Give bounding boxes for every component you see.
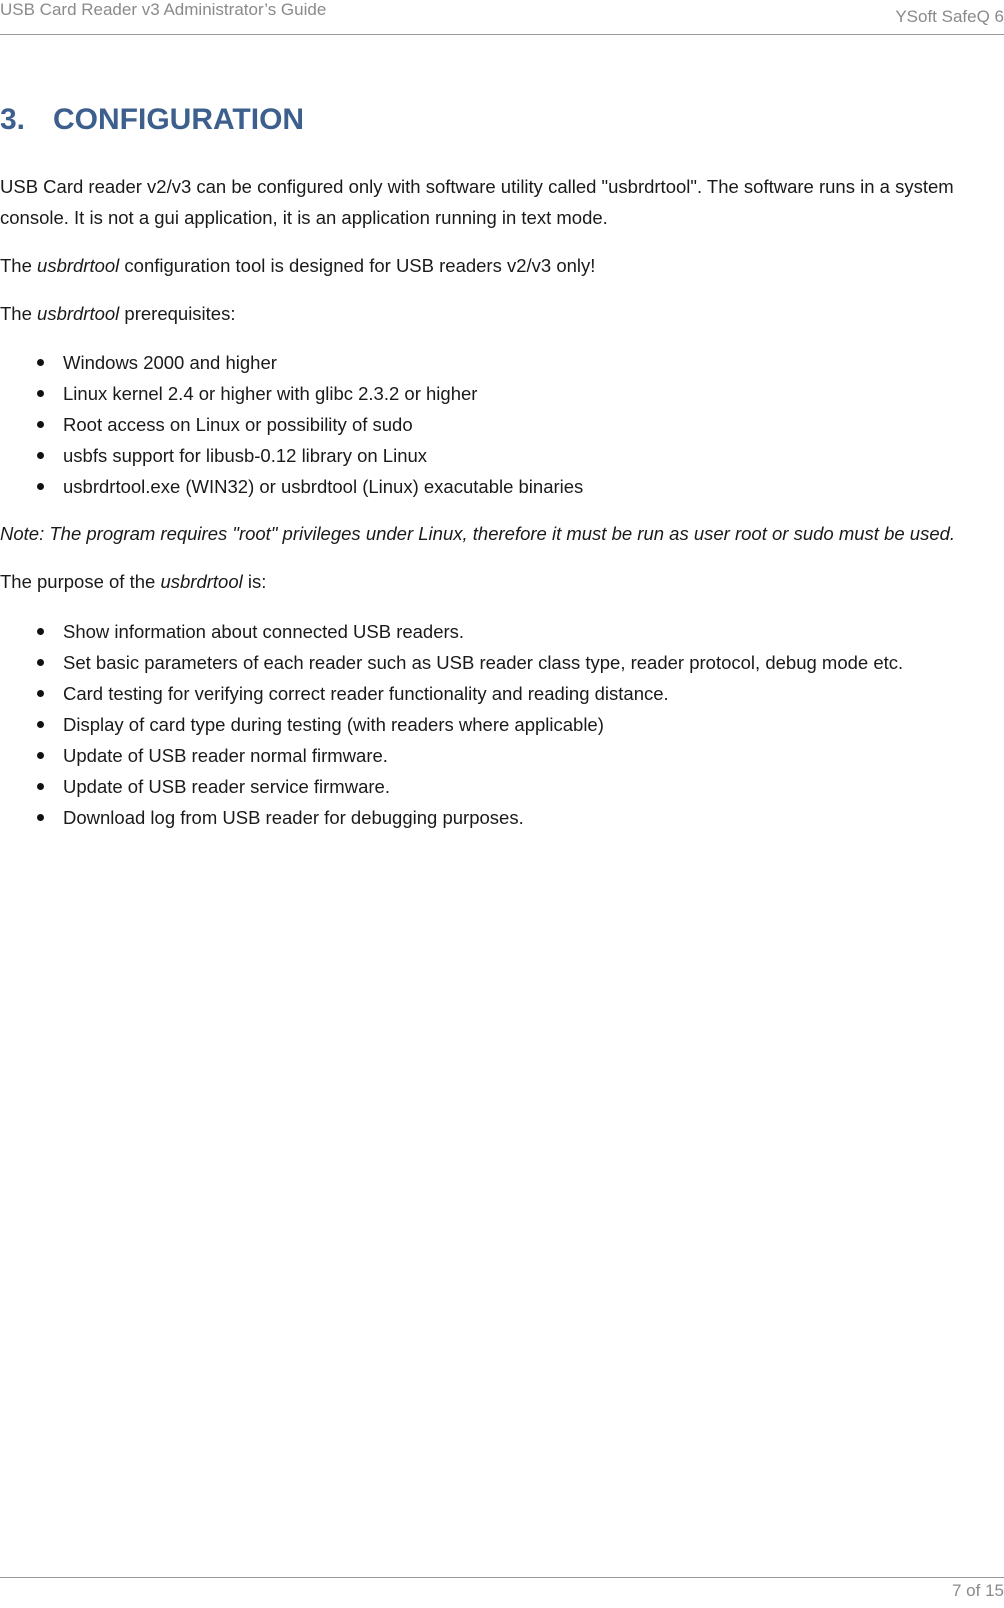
purpose-intro-paragraph — [0, 566, 1000, 597]
intro-paragraph: USB Card reader v2/v3 can be configured only with software utility called "usbrdrtool". The software runs in a system console. It is not a gui application, it is an application running in text mode. — [0, 176, 954, 228]
page-content — [0, 96, 1000, 848]
prereq-intro-suffix: prerequisites: — [119, 303, 236, 324]
bullet-icon — [37, 814, 44, 821]
list-item — [0, 771, 1000, 802]
list-item-text: Windows 2000 and higher — [63, 352, 277, 373]
list-item-text: usbfs support for libusb-0.12 library on Linux — [63, 445, 428, 466]
list-item-text: Update of USB reader service firmware. — [63, 776, 390, 797]
section-heading — [0, 96, 1000, 144]
tool-name: usbrdrtool — [160, 571, 243, 592]
list-item-text: Update of USB reader normal firmware. — [63, 745, 388, 766]
bullet-icon — [37, 628, 44, 635]
design-note-prefix: The — [0, 255, 38, 276]
list-item — [0, 647, 1000, 678]
prereq-intro-paragraph — [0, 298, 1000, 329]
note-paragraph: Note: The program requires "root" privileges under Linux, therefore it must be run as user root or sudo must be used. — [0, 523, 956, 544]
list-item — [0, 616, 1000, 647]
list-item-text: Root access on Linux or possibility of sudo — [63, 414, 413, 435]
section-title: CONFIGURATION — [53, 103, 305, 136]
list-item — [0, 409, 1000, 440]
tool-name: usbrdrtool — [37, 255, 120, 276]
bullet-icon — [37, 359, 44, 366]
prereq-intro-prefix: The — [0, 303, 38, 324]
list-item — [0, 471, 1000, 502]
purpose-intro-suffix: is: — [242, 571, 267, 592]
bullet-icon — [37, 483, 44, 490]
product-name: YSoft SafeQ 6 — [895, 7, 1004, 26]
bullet-icon — [37, 390, 44, 397]
list-item-text: Set basic parameters of each reader such as USB reader class type, reader protocol, debug mode etc. — [63, 652, 904, 673]
list-item — [0, 740, 1000, 771]
list-item — [0, 378, 1000, 409]
page-footer — [0, 1577, 1004, 1608]
list-item — [0, 347, 1000, 378]
list-item-text: Display of card type during testing (with readers where applicable) — [63, 714, 604, 735]
list-item — [0, 678, 1000, 709]
bullet-icon — [37, 783, 44, 790]
bullet-icon — [37, 452, 44, 459]
list-item-text: Show information about connected USB readers. — [63, 621, 465, 642]
bullet-icon — [37, 690, 44, 697]
list-item — [0, 709, 1000, 740]
document-title: USB Card Reader v3 Administrator’s Guide — [0, 0, 327, 19]
list-item — [0, 802, 1000, 833]
page-number: 7 of 15 — [952, 1581, 1004, 1600]
list-item-text: Card testing for verifying correct reader functionality and reading distance. — [63, 683, 669, 704]
prerequisites-list — [0, 347, 1000, 502]
purpose-intro-prefix: The purpose of the — [0, 571, 161, 592]
list-item — [0, 440, 1000, 471]
bullet-icon — [37, 752, 44, 759]
list-item-text: usbrdrtool.exe (WIN32) or usbrdtool (Linux) exacutable binaries — [63, 476, 584, 497]
design-note-suffix: configuration tool is designed for USB readers v2/v3 only! — [119, 255, 596, 276]
list-item-text: Linux kernel 2.4 or higher with glibc 2.3.2 or higher — [63, 383, 478, 404]
tool-name: usbrdrtool — [37, 303, 120, 324]
design-note-paragraph — [0, 250, 1000, 281]
bullet-icon — [37, 659, 44, 666]
bullet-icon — [37, 721, 44, 728]
section-number: 3. — [0, 103, 26, 136]
page-header — [0, 0, 1004, 35]
list-item-text: Download log from USB reader for debugging purposes. — [63, 807, 524, 828]
purposes-list — [0, 616, 1000, 833]
bullet-icon — [37, 421, 44, 428]
